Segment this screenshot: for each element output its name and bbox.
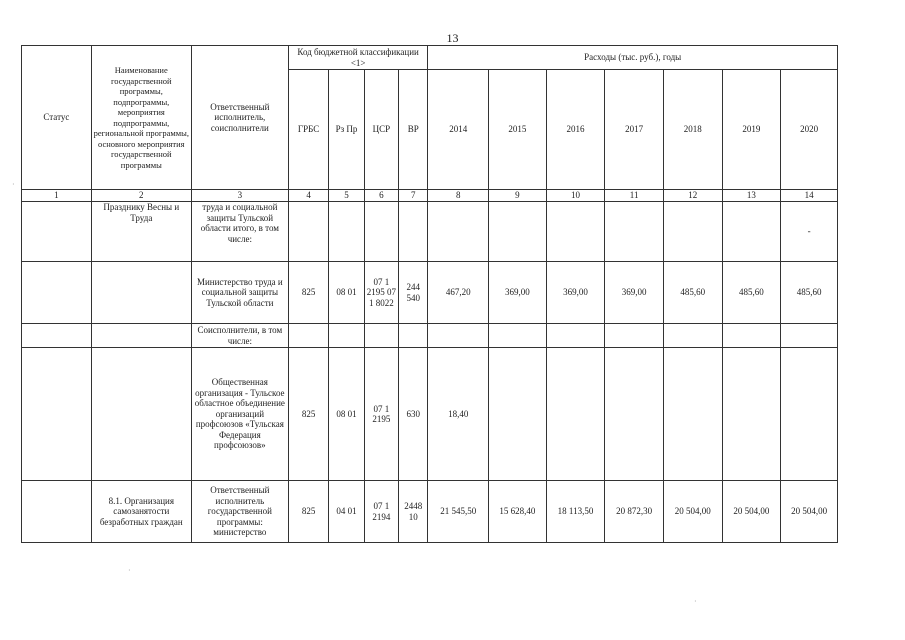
- row-value: 369,00: [489, 262, 547, 324]
- column-number: 9: [489, 190, 547, 202]
- row-value: [428, 202, 489, 262]
- column-number: 8: [428, 190, 489, 202]
- row-value: [722, 202, 781, 262]
- row-vr: 630: [399, 348, 428, 481]
- header-row-1: [22, 46, 838, 70]
- row-value: [605, 324, 664, 348]
- row-status: [22, 481, 92, 543]
- row-value: [489, 324, 547, 348]
- header-rzpr: Рз Пр: [329, 70, 364, 190]
- row-value: [489, 348, 547, 481]
- header-grbs: ГРБС: [288, 70, 328, 190]
- row-value: [722, 348, 781, 481]
- row-grbs: 825: [288, 481, 328, 543]
- row-grbs: 825: [288, 348, 328, 481]
- row-grbs: 825: [288, 262, 328, 324]
- row-value: [605, 202, 664, 262]
- row-value: [428, 324, 489, 348]
- row-csr: 07 1 2195 07 1 8022: [364, 262, 398, 324]
- row-executor: Ответственный исполнитель государственной программы: министерство: [191, 481, 288, 543]
- row-value: [489, 202, 547, 262]
- row-value: [663, 202, 722, 262]
- budget-table: [21, 45, 838, 543]
- header-year: 2016: [546, 70, 605, 190]
- row-value: [781, 348, 838, 481]
- column-number: 13: [722, 190, 781, 202]
- header-year: 2017: [605, 70, 664, 190]
- row-rzpr: [329, 202, 364, 262]
- header-expenses: Расходы (тыс. руб.), годы: [428, 46, 838, 70]
- row-csr: [364, 324, 398, 348]
- row-value: 20 504,00: [781, 481, 838, 543]
- row-rzpr: 08 01: [329, 262, 364, 324]
- header-year: 2018: [663, 70, 722, 190]
- column-number: 12: [663, 190, 722, 202]
- row-value: -: [781, 202, 838, 262]
- table-row: [22, 202, 838, 262]
- column-number: 5: [329, 190, 364, 202]
- row-rzpr: 04 01: [329, 481, 364, 543]
- table-row: [22, 348, 838, 481]
- row-executor: Министерство труда и социальной защиты Тульской области: [191, 262, 288, 324]
- scan-speck: ·: [12, 180, 15, 189]
- table-row: [22, 324, 838, 348]
- row-value: [605, 348, 664, 481]
- column-number: 4: [288, 190, 328, 202]
- row-value: [781, 324, 838, 348]
- header-vr: ВР: [399, 70, 428, 190]
- row-name: [91, 324, 191, 348]
- row-value: 15 628,40: [489, 481, 547, 543]
- row-vr: 244 540: [399, 262, 428, 324]
- row-value: 18 113,50: [546, 481, 605, 543]
- row-name: [91, 262, 191, 324]
- row-csr: 07 1 2195: [364, 348, 398, 481]
- column-number: 7: [399, 190, 428, 202]
- column-number: 11: [605, 190, 664, 202]
- header-budget-code: Код бюджетной классификации <1>: [288, 46, 428, 70]
- row-value: 467,20: [428, 262, 489, 324]
- table-row: [22, 262, 838, 324]
- row-value: 20 504,00: [722, 481, 781, 543]
- row-name: 8.1. Организация самозанятости безработных граждан: [91, 481, 191, 543]
- row-grbs: [288, 202, 328, 262]
- header-name: Наименование государственной программы, подпрограммы, мероприятия подпрограммы, региональной программы, основного мероприятия государственной программы: [91, 46, 191, 190]
- row-status: [22, 202, 92, 262]
- row-vr: 2448 10: [399, 481, 428, 543]
- row-grbs: [288, 324, 328, 348]
- row-vr: [399, 202, 428, 262]
- column-number: 6: [364, 190, 398, 202]
- row-value: 485,60: [781, 262, 838, 324]
- header-year: 2019: [722, 70, 781, 190]
- header-year: 2015: [489, 70, 547, 190]
- row-value: [546, 348, 605, 481]
- column-number-row: [22, 190, 838, 202]
- row-value: 18,40: [428, 348, 489, 481]
- row-rzpr: 08 01: [329, 348, 364, 481]
- row-value: 20 872,30: [605, 481, 664, 543]
- column-number: 1: [22, 190, 92, 202]
- scan-speck: ·: [694, 597, 697, 606]
- column-number: 2: [91, 190, 191, 202]
- row-csr: [364, 202, 398, 262]
- header-year: 2014: [428, 70, 489, 190]
- column-number: 14: [781, 190, 838, 202]
- row-csr: 07 1 2194: [364, 481, 398, 543]
- row-value: [663, 324, 722, 348]
- header-year: 2020: [781, 70, 838, 190]
- row-value: [663, 348, 722, 481]
- row-executor: Общественная организация - Тульское областное объединение организаций профсоюзов «Тульская Федерация профсоюзов»: [191, 348, 288, 481]
- row-name: Празднику Весны и Труда: [91, 202, 191, 262]
- header-executor: Ответственный исполнитель, соисполнители: [191, 46, 288, 190]
- row-value: [546, 324, 605, 348]
- table-row: [22, 481, 838, 543]
- row-value: 485,60: [663, 262, 722, 324]
- row-value: 369,00: [546, 262, 605, 324]
- row-value: 369,00: [605, 262, 664, 324]
- row-vr: [399, 324, 428, 348]
- row-executor: Соисполнители, в том числе:: [191, 324, 288, 348]
- row-rzpr: [329, 324, 364, 348]
- row-status: [22, 348, 92, 481]
- column-number: 10: [546, 190, 605, 202]
- row-value: 485,60: [722, 262, 781, 324]
- row-status: [22, 262, 92, 324]
- scan-speck: ·: [128, 566, 131, 575]
- row-name: [91, 348, 191, 481]
- header-status: Статус: [22, 46, 92, 190]
- header-csr: ЦСР: [364, 70, 398, 190]
- row-value: [722, 324, 781, 348]
- row-status: [22, 324, 92, 348]
- page-number: 13: [446, 31, 459, 45]
- row-value: 20 504,00: [663, 481, 722, 543]
- row-value: 21 545,50: [428, 481, 489, 543]
- row-executor: труда и социальной защиты Тульской области итого, в том числе:: [191, 202, 288, 262]
- row-value: [546, 202, 605, 262]
- column-number: 3: [191, 190, 288, 202]
